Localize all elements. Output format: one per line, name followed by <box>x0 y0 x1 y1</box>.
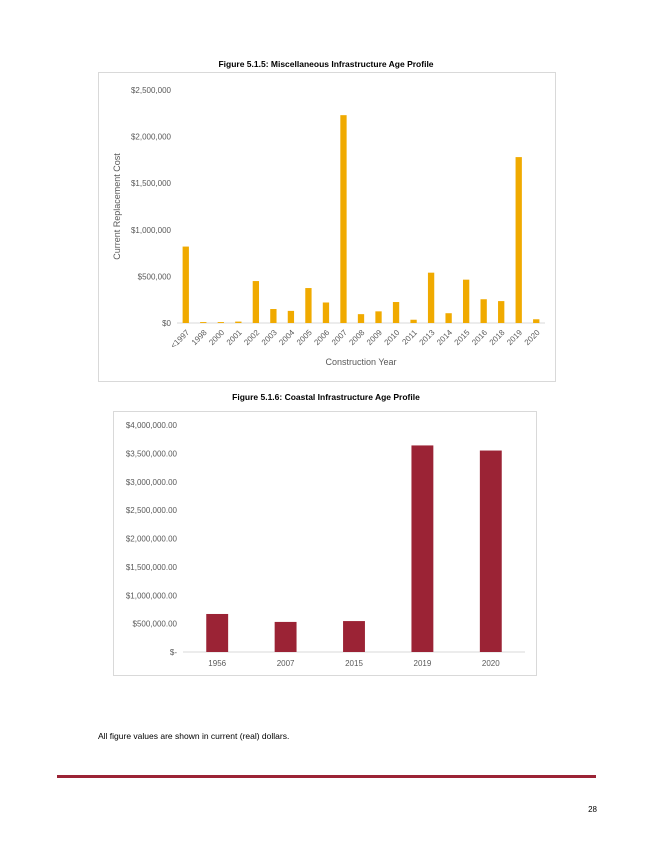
x-tick-label: 2018 <box>487 328 507 347</box>
bar <box>393 302 399 323</box>
bar <box>481 299 487 323</box>
bar <box>275 622 297 652</box>
x-tick-label: 2007 <box>276 659 295 668</box>
x-tick-label: 2014 <box>435 328 455 347</box>
bar <box>218 322 224 323</box>
x-tick-label: 2013 <box>417 328 437 347</box>
bar <box>340 115 346 323</box>
footer-rule <box>57 775 596 778</box>
bar <box>305 288 311 323</box>
bar <box>183 247 189 323</box>
y-tick-label: $500,000 <box>137 272 171 282</box>
x-tick-label: 2009 <box>364 328 384 347</box>
bar <box>270 309 276 323</box>
figure-2-caption: Figure 5.1.6: Coastal Infrastructure Age Profile <box>232 392 420 402</box>
x-tick-label: 2001 <box>224 328 244 347</box>
x-tick-label: 2011 <box>400 328 419 347</box>
y-tick-label: $1,500,000.00 <box>125 562 177 572</box>
misc-infrastructure-chart <box>99 73 555 381</box>
x-tick-label: 2006 <box>312 328 332 347</box>
bar <box>375 311 381 323</box>
figure-1-caption: Figure 5.1.5: Miscellaneous Infrastructure Age Profile <box>218 59 434 69</box>
y-tick-label: $3,500,000.00 <box>125 449 177 459</box>
x-tick-label: 2008 <box>347 328 367 347</box>
coastal-infrastructure-chart <box>114 412 536 675</box>
bar <box>410 320 416 323</box>
y-tick-label: $4,000,000.00 <box>125 421 177 430</box>
bar <box>288 311 294 323</box>
bar <box>428 273 434 323</box>
y-tick-label: $2,500,000 <box>130 86 171 95</box>
bar <box>463 280 469 323</box>
y-tick-label: $500,000.00 <box>132 619 177 629</box>
x-tick-label: 2016 <box>470 328 490 347</box>
bar <box>498 301 504 323</box>
footnote: All figure values are shown in current (real) dollars. <box>98 731 290 741</box>
bar <box>206 614 228 652</box>
y-tick-label: $1,000,000 <box>130 225 171 235</box>
bar <box>411 445 433 652</box>
x-tick-label: 2005 <box>294 328 314 347</box>
x-tick-label: <1997 <box>168 328 192 351</box>
x-tick-label: 2019 <box>413 659 432 668</box>
x-tick-label: 1956 <box>208 659 227 668</box>
x-tick-label: 2010 <box>382 328 402 347</box>
chart-1-frame <box>98 72 556 382</box>
y-tick-label: $- <box>169 648 177 657</box>
x-tick-label: 2000 <box>207 328 227 347</box>
bar <box>343 621 365 652</box>
bar <box>480 451 502 652</box>
bar <box>445 313 451 323</box>
bar <box>516 157 522 323</box>
x-axis-title: Construction Year <box>325 357 397 367</box>
x-tick-label: 2004 <box>277 328 297 347</box>
bar <box>358 314 364 323</box>
x-tick-label: 2015 <box>452 328 472 347</box>
page-number: 28 <box>588 805 597 814</box>
bar <box>323 302 329 323</box>
y-tick-label: $2,500,000.00 <box>125 506 177 516</box>
y-tick-label: $1,500,000 <box>130 179 171 189</box>
bar <box>235 322 241 323</box>
x-tick-label: 2003 <box>259 328 279 347</box>
x-tick-label: 2002 <box>242 328 262 347</box>
bar <box>533 319 539 323</box>
x-tick-label: 2020 <box>522 328 542 347</box>
bar <box>253 281 259 323</box>
y-tick-label: $3,000,000.00 <box>125 477 177 487</box>
y-axis-title: Current Replacement Cost <box>112 153 122 260</box>
y-tick-label: $1,000,000.00 <box>125 591 177 601</box>
x-tick-label: 2007 <box>329 328 349 347</box>
y-tick-label: $2,000,000 <box>130 132 171 142</box>
x-tick-label: 2020 <box>481 659 500 668</box>
x-tick-label: 1998 <box>189 328 209 347</box>
x-tick-label: 2019 <box>505 328 525 347</box>
y-tick-label: $2,000,000.00 <box>125 534 177 544</box>
bar <box>200 322 206 323</box>
chart-2-frame <box>113 411 537 676</box>
y-tick-label: $0 <box>162 319 171 328</box>
x-tick-label: 2015 <box>345 659 363 668</box>
